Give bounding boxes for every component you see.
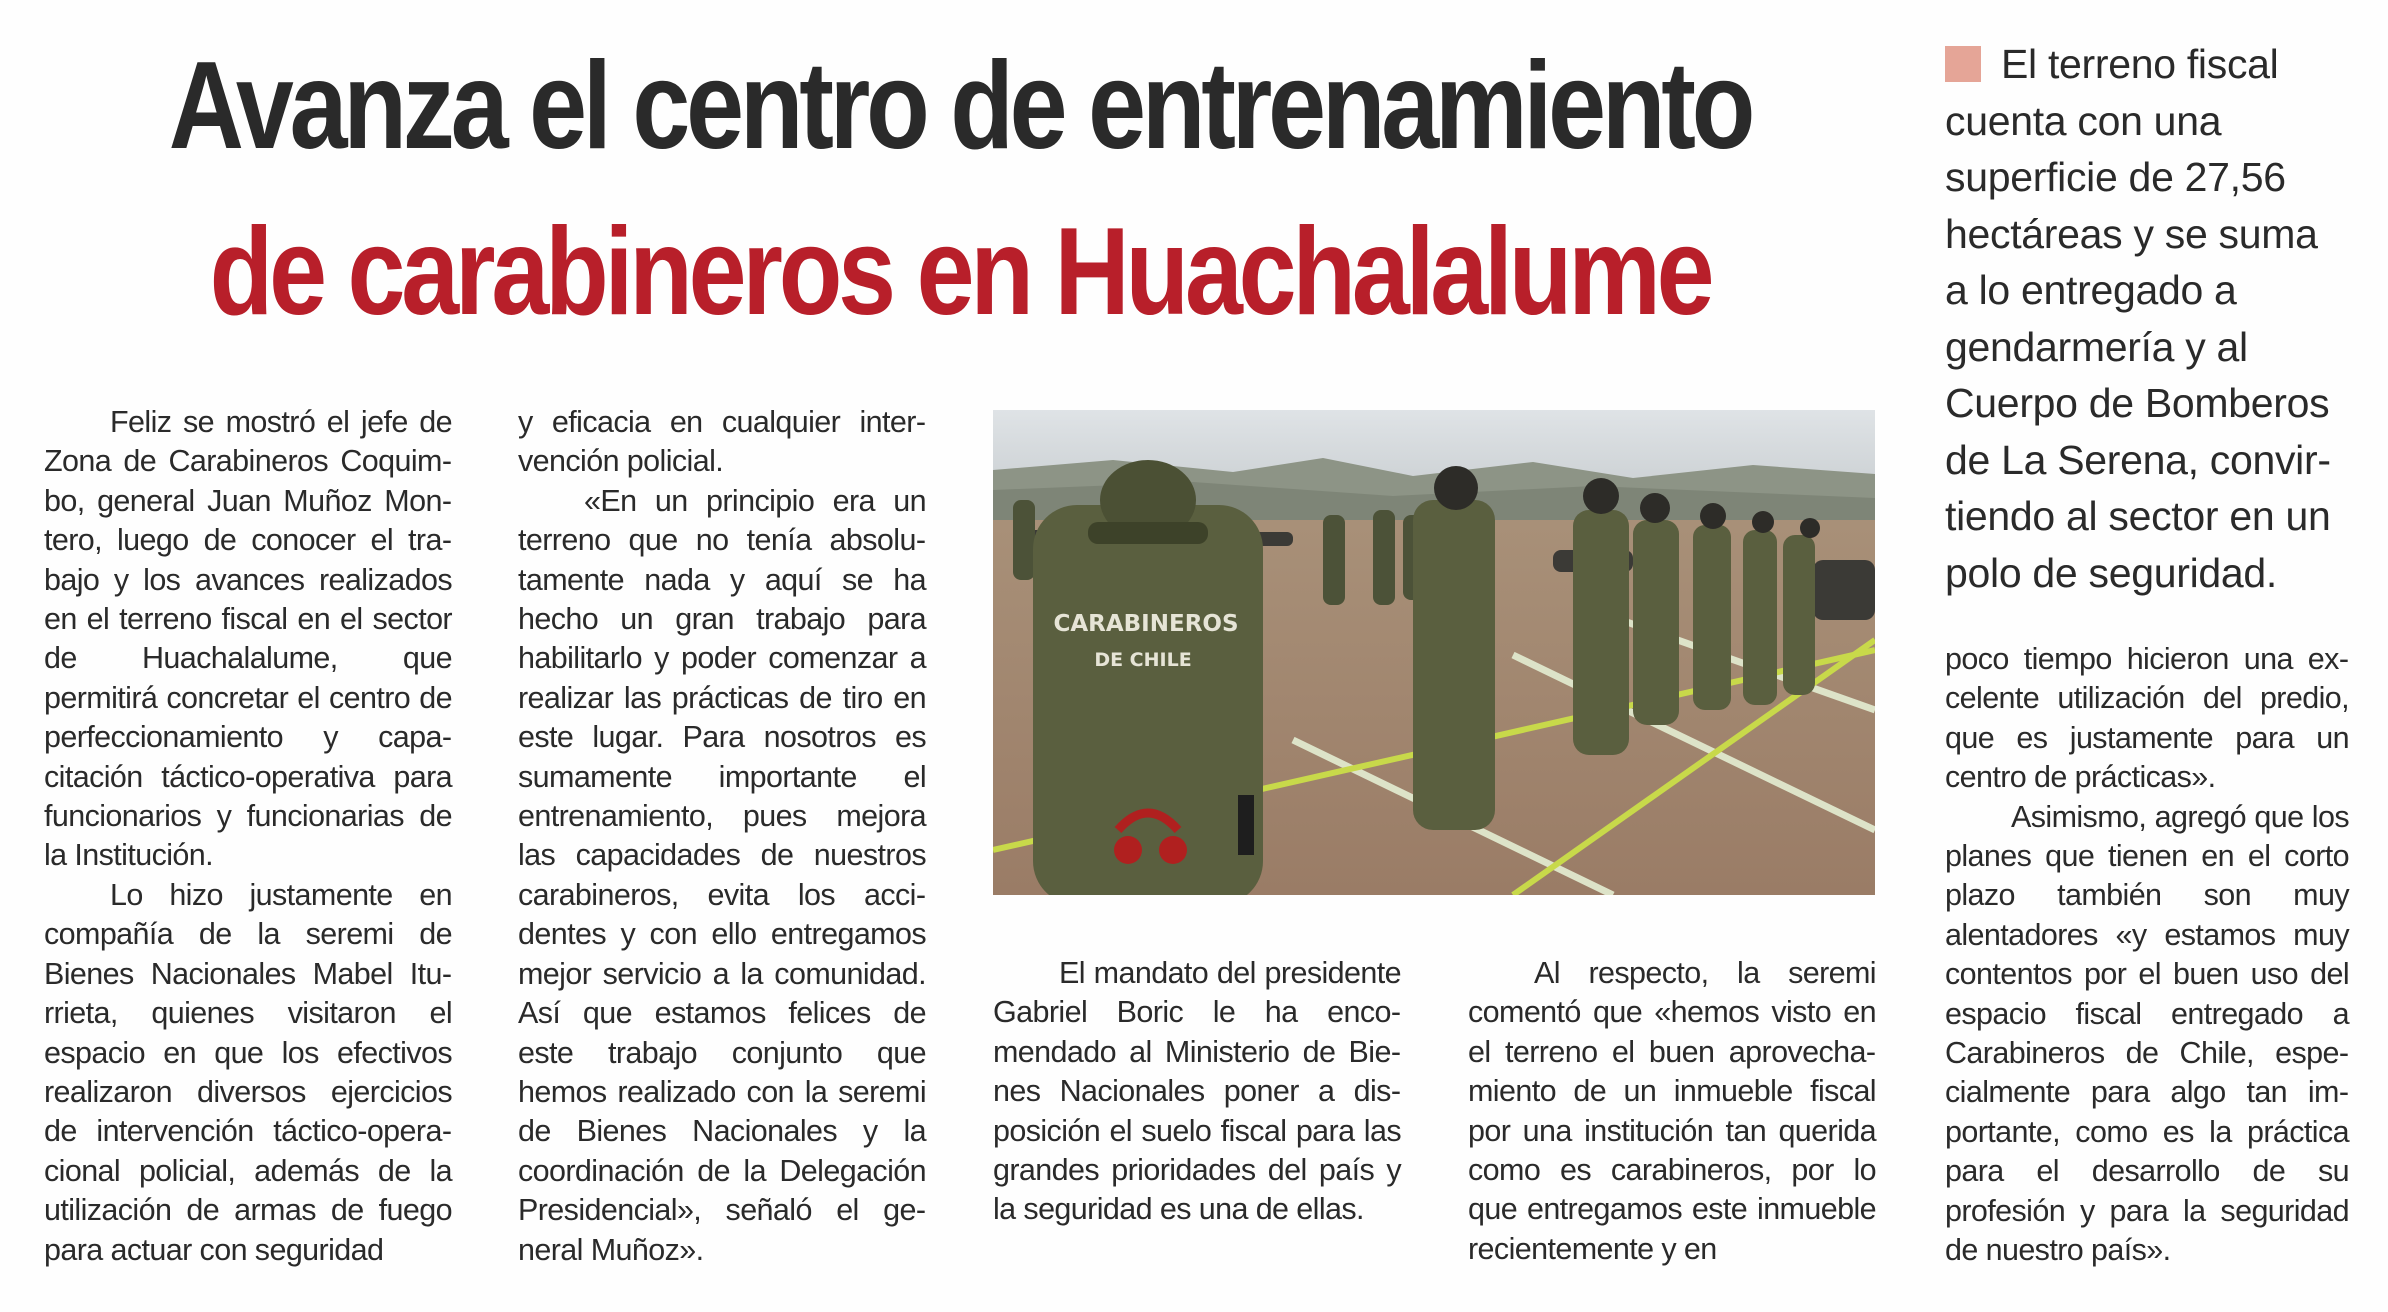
pull-quote-text: El terreno fiscal cuenta con una superficie de 27,56 hectáreas y se suma a lo entregado a gendarmería y al Cuerpo de Bomberos de La Serena, convirtiendo al sector en un polo de seguridad. — [1945, 41, 2332, 596]
article-column-5 — [1945, 640, 2349, 1271]
news-photo-carabineros-formation — [993, 410, 1875, 895]
vest-text-de-chile: DE CHILE — [1094, 649, 1192, 671]
paragraph: y eficacia en cualquier intervención policial. — [518, 405, 926, 479]
paragraph: Feliz se mostró el jefe de Zona de Carabineros Coquimbo, general Juan Muñoz Montero, luego de conocer el trabajo y los avances realizados en el terreno fiscal en el sector de Huachalalume, que permitirá concretar el centro de perfeccionamiento y capacitación táctico-operativa para funcionarios y funcionarias de la Institución. — [44, 405, 452, 873]
headline-line-1: Avanza el centro de entrenamiento — [168, 37, 1752, 175]
paragraph: «En un principio era un terreno que no tenía absolutamente nada y aquí se ha hecho un gran trabajo para habilitarlo y poder comenzar a realizar las prácticas de tiro en este lugar. Para nosotros es sumamente importante el entrenamiento, pues mejora las capacidades de nuestros carabineros, evita los accidentes y con ello entregamos mejor servicio a la comunidad. Así que estamos felices de este trabajo conjunto que hemos realizado con la seremi de Bienes Nacionales y la coordinación de la Delegación Presidencial», señaló el general Muñoz». — [518, 483, 926, 1267]
vest-text-carabineros: CARABINEROS — [1053, 611, 1239, 637]
article-column-4 — [1468, 954, 1876, 1269]
paragraph: Lo hizo justamente en compañía de la seremi de Bienes Nacionales Mabel Iturrieta, quienes visitaron el espacio en que los efectivos realizaron diversos ejercicios de intervención táctico-operacional policial, además de la utilización de armas de fuego para actuar con seguridad — [44, 877, 452, 1267]
article-column-2 — [518, 403, 926, 1270]
pull-quote — [1945, 36, 2345, 601]
paragraph: El mandato del presidente Gabriel Boric le ha encomendado al Ministerio de Bienes Nacionales poner a disposición el suelo fiscal para las grandes prioridades del país y la seguridad es una de ellas. — [993, 956, 1401, 1227]
paragraph: Al respecto, la seremi comentó que «hemos visto en el terreno el buen aprovechamiento de un inmueble fiscal por una institución tan querida como es carabineros, por lo que entregamos este inmueble recientemente y en — [1468, 956, 1876, 1266]
article-column-1 — [44, 403, 452, 1270]
paragraph: Asimismo, agregó que los planes que tienen en el corto plazo también son muy alentadores «y estamos muy contentos por el buen uso del espacio fiscal entregado a Carabineros de Chile, especialmente para algo tan importante, como es la práctica para el desarrollo de su profesión y para la seguridad de nuestro país». — [1945, 799, 2349, 1268]
article-column-3 — [993, 954, 1401, 1230]
headline-line-2: de carabineros en Huachalalume — [209, 203, 1711, 341]
paragraph: poco tiempo hicieron una excelente utilización del predio, que es justamente para un centro de prácticas». — [1945, 642, 2349, 795]
pull-quote-marker — [1945, 46, 1981, 82]
